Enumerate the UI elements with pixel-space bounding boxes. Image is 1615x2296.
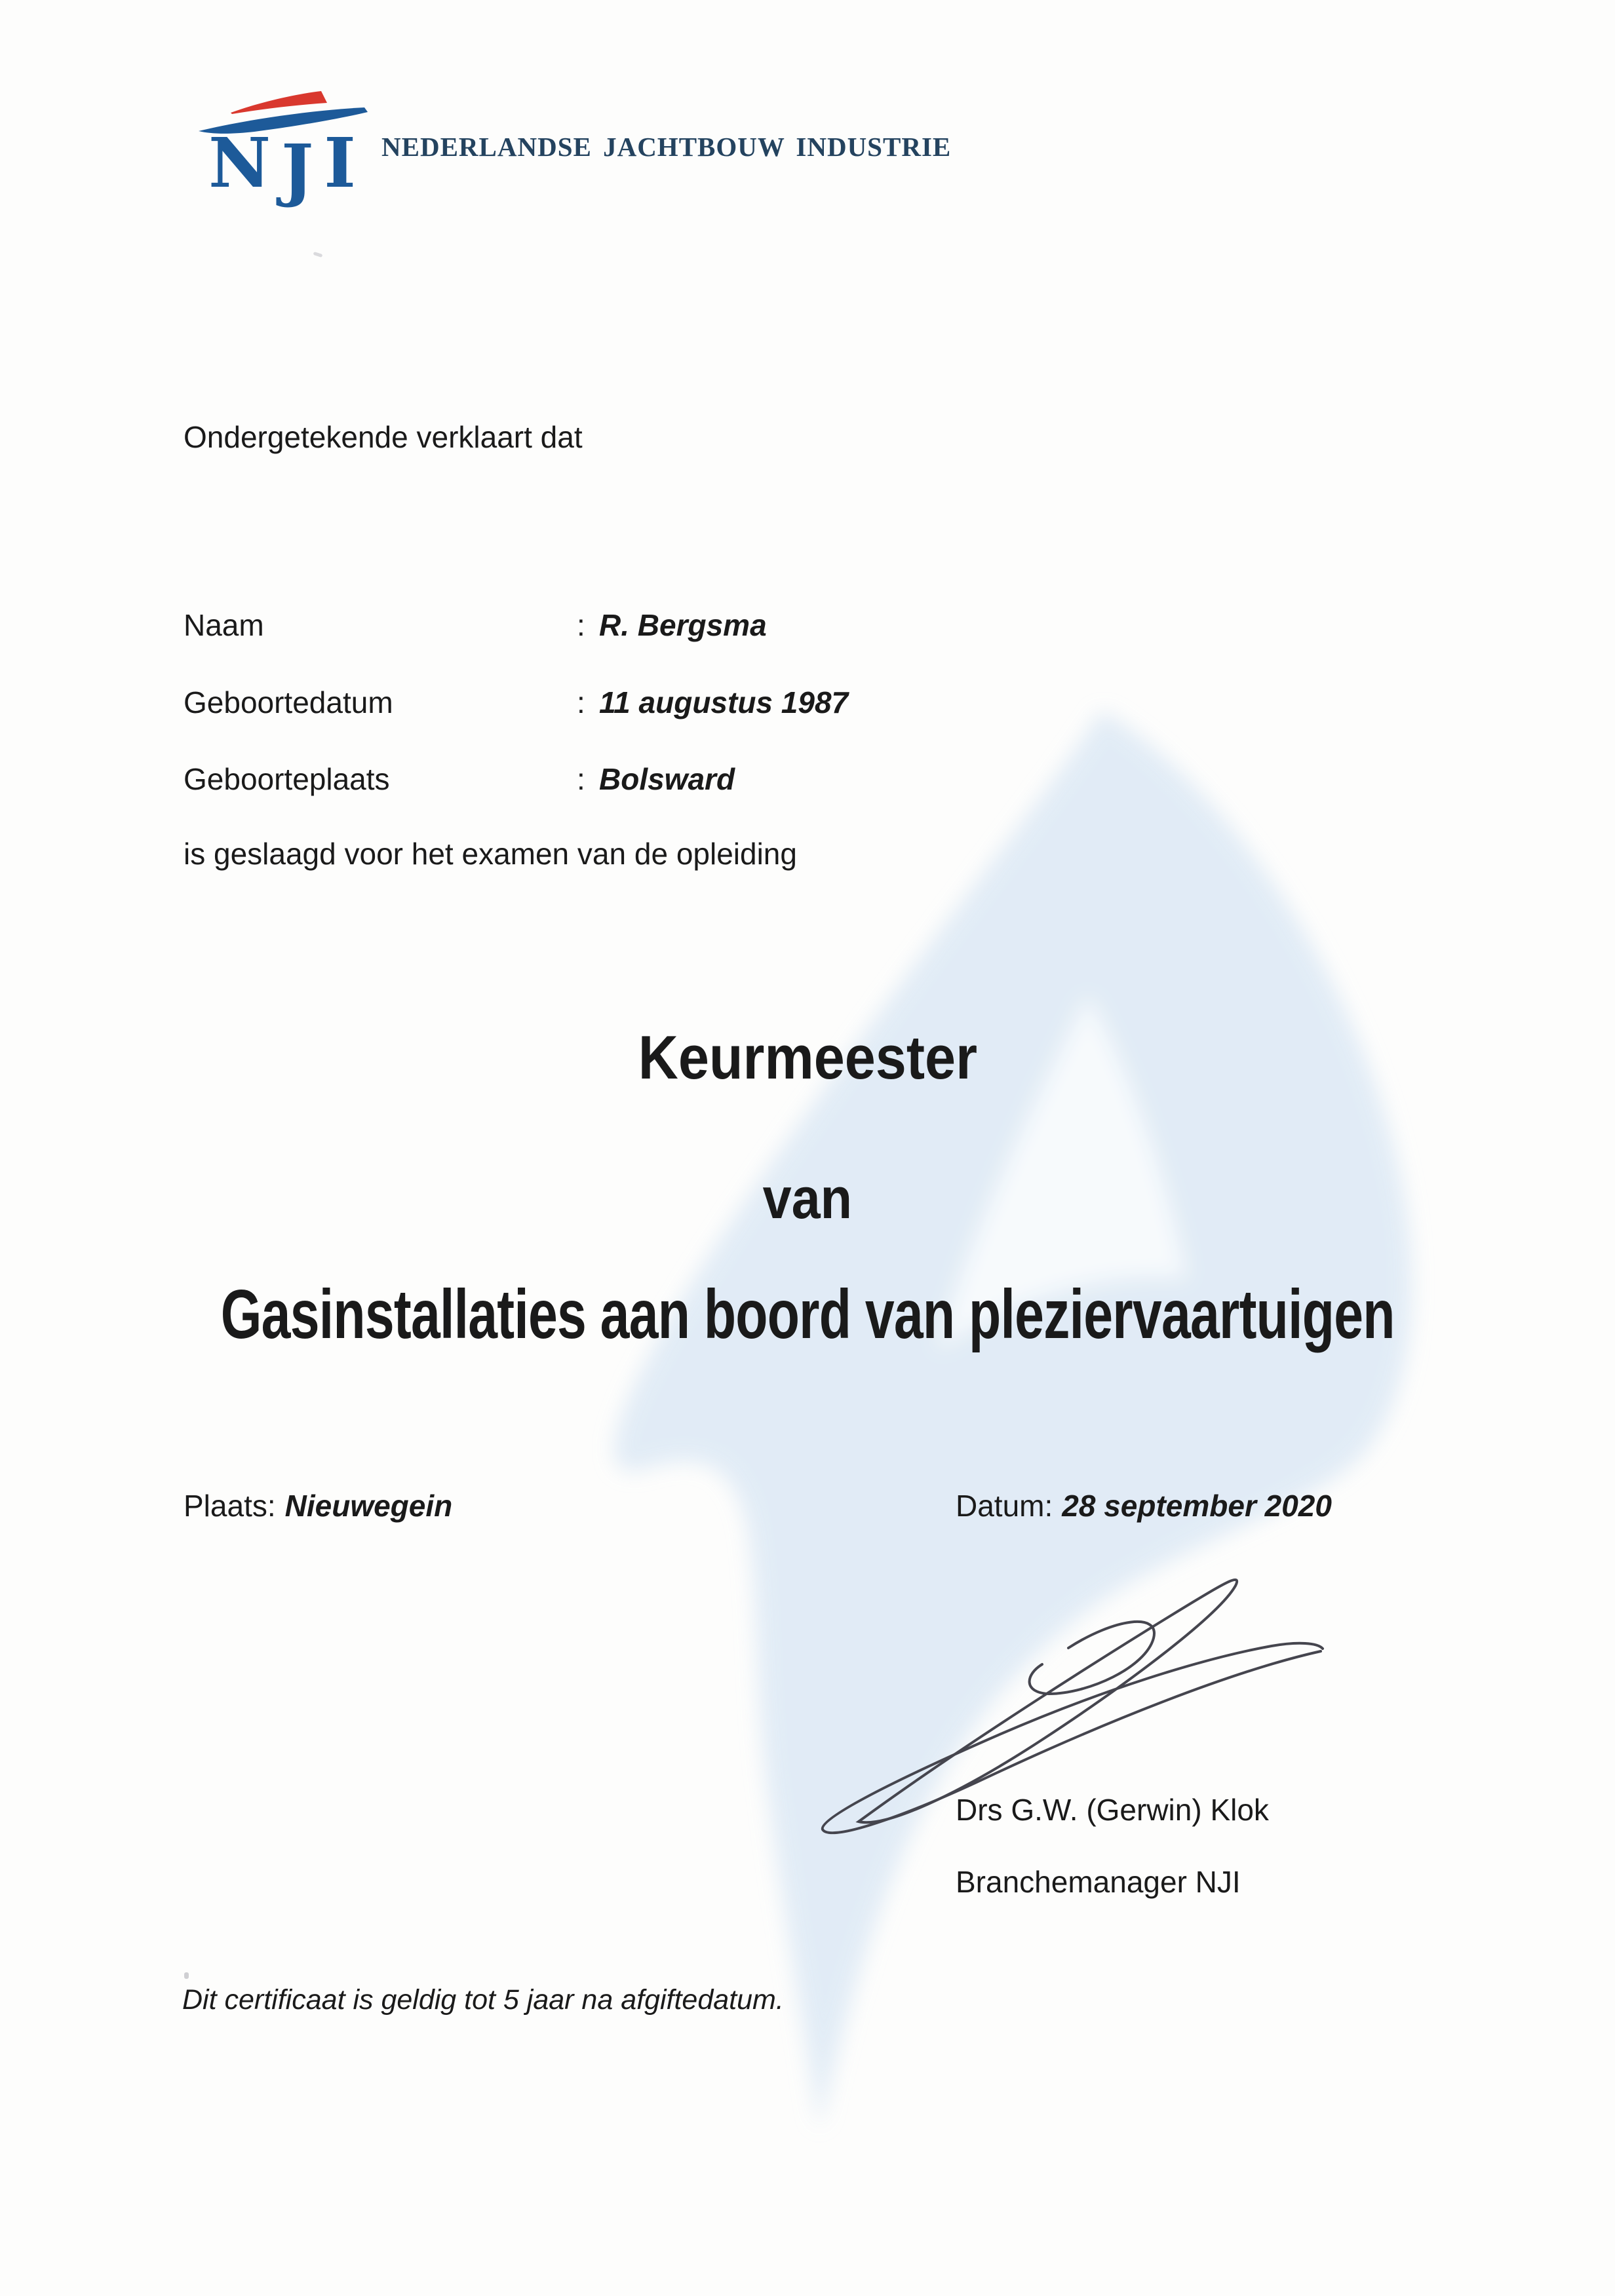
field-separator: : [577, 762, 585, 796]
date-value: 28 september 2020 [1062, 1489, 1332, 1523]
field-label: Geboortedatum [184, 685, 393, 719]
handwritten-signature [760, 1533, 1350, 1848]
signatory-name: Drs G.W. (Gerwin) Klok [956, 1793, 1269, 1827]
field-separator: : [577, 685, 585, 719]
course-heading [0, 1022, 1615, 1093]
field-value: R. Bergsma [599, 608, 767, 642]
date-row [956, 1489, 1332, 1523]
logo-letter-i: I [324, 123, 366, 203]
nji-logo-letters [208, 123, 366, 210]
course-heading-text: Keurmeester [638, 1023, 977, 1092]
field-label: Naam [184, 608, 264, 642]
date-label: Datum: [956, 1489, 1053, 1523]
signatory-role: Branchemanager NJI [956, 1865, 1241, 1899]
validity-note: Dit certificaat is geldig tot 5 jaar na afgiftedatum. [182, 1984, 784, 2016]
field-label: Geboorteplaats [184, 762, 390, 796]
field-separator: : [577, 608, 585, 642]
course-title-text: Gasinstallaties aan boord van pleziervaartuigen [220, 1276, 1395, 1353]
intro-line: Ondergetekende verklaart dat [184, 420, 583, 454]
field-row-naam [184, 608, 767, 643]
field-value: 11 augustus 1987 [599, 685, 849, 719]
field-value: Bolsward [599, 762, 735, 796]
logo-letter-n: N [208, 123, 282, 203]
place-value: Nieuwegein [284, 1489, 453, 1523]
logo-letter-j: J [281, 129, 324, 210]
course-connector [0, 1165, 1615, 1232]
place-label: Plaats: [184, 1489, 276, 1523]
field-row-geboorteplaats [184, 762, 735, 797]
field-row-geboortedatum [184, 685, 848, 720]
passed-line: is geslaagd voor het examen van de opleiding [184, 837, 797, 871]
scan-dot [184, 1972, 189, 1979]
course-connector-text: van [762, 1166, 853, 1231]
place-row [184, 1489, 452, 1523]
course-title [0, 1275, 1615, 1354]
logo-wordmark: NEDERLANDSE JACHTBOUW INDUSTRIE [381, 132, 952, 162]
